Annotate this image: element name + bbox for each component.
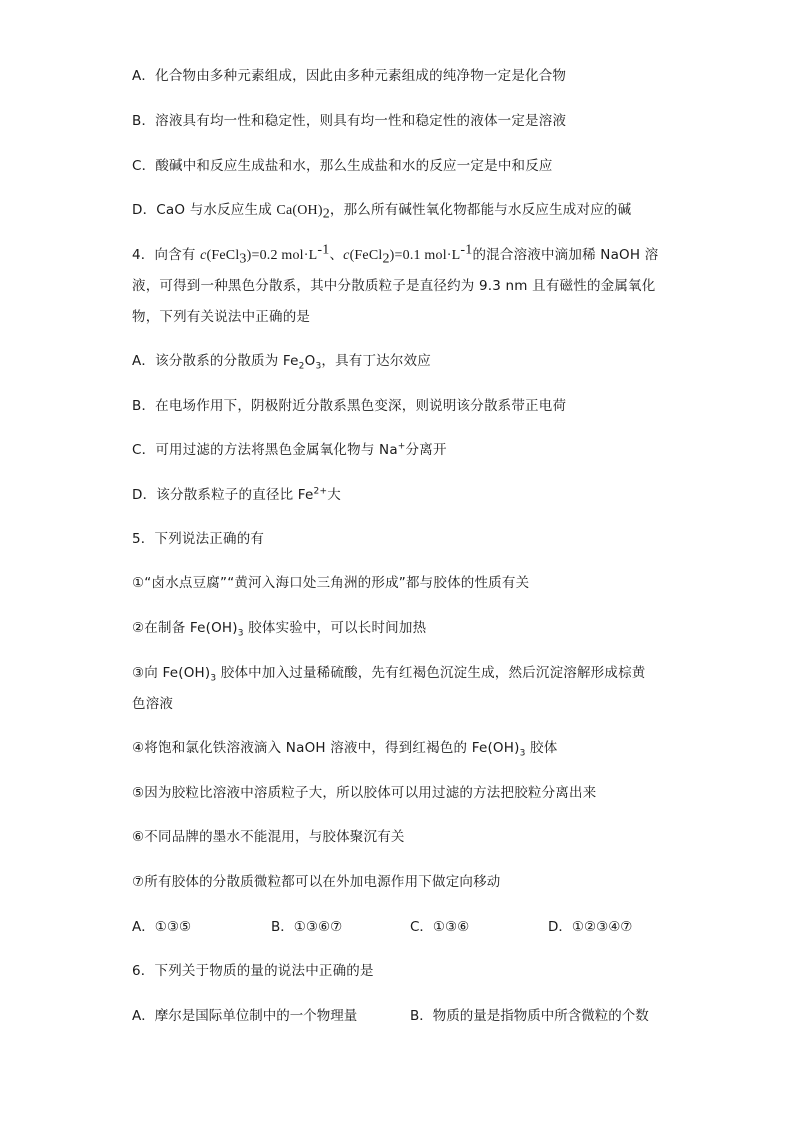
q4-f2: (FeCl — [349, 248, 383, 263]
q5-s3-sub: 3 — [210, 673, 217, 684]
q4-a-post: ，具有丁达尔效应 — [321, 353, 431, 369]
q3-option-b: B．溶液具有均一性和稳定性，则具有均一性和稳定性的液体一定是溶液 — [132, 113, 567, 129]
q4-stem-line2: 液，可得到一种黑色分散系，其中分散质粒子是直径约为 9.3 nm 且有磁性的金属氧化 — [132, 278, 656, 294]
q4-c1: c — [200, 248, 207, 263]
q4-sep: 、 — [329, 247, 344, 263]
q4-text: 4．向含有 — [132, 247, 201, 263]
q4-v1: )=0.2 mol·L — [246, 248, 318, 263]
q4-c-post: 分离开 — [405, 442, 447, 458]
q3-option-c: C．酸碱中和反应生成盐和水，那么生成盐和水的反应一定是中和反应 — [132, 158, 553, 174]
q4-v1-sup: -1 — [317, 242, 330, 258]
q5-s2-post: 胶体实验中，可以长时间加热 — [243, 620, 427, 636]
q5-s2-pre: ②在制备 Fe(OH) — [132, 620, 238, 636]
q5-s4-pre: ④将饱和氯化铁溶液滴入 NaOH 溶液中，得到红褐色的 Fe(OH) — [132, 740, 520, 756]
q5-s3-post: 胶体中加入过量稀硫酸，先有红褐色沉淀生成，然后沉淀溶解形成棕黄 — [216, 665, 646, 681]
q6-option-b: B．物质的量是指物质中所含微粒的个数 — [410, 1008, 649, 1024]
q4-a-pre: A．该分散系的分散质为 Fe — [132, 353, 299, 369]
q3-option-d — [132, 201, 631, 220]
q5-s4-sub: 3 — [519, 748, 526, 759]
q4-a-sub2: 3 — [315, 361, 322, 372]
q5-option-b: B．①③⑥⑦ — [271, 919, 343, 935]
q5-statement-7: ⑦所有胶体的分散质微粒都可以在外加电源作用下做定向移动 — [132, 874, 501, 890]
q4-v2: )=0.1 mol·L — [389, 248, 461, 263]
q5-option-c: C．①③⑥ — [410, 919, 470, 935]
q4-f1: (FeCl — [206, 248, 240, 263]
q4-a-mid: O — [304, 353, 316, 369]
q5-option-a: A．①③⑤ — [132, 919, 192, 935]
q3-option-d-pre: D．CaO 与水反应生成 — [132, 202, 277, 218]
q4-a-sub1: 2 — [298, 361, 305, 372]
q4-d-pre: D．该分散系粒子的直径比 Fe — [132, 487, 314, 503]
q5-s2-sub: 3 — [237, 628, 244, 639]
q4-f1-sub: 3 — [239, 251, 247, 267]
q5-s4-post: 胶体 — [525, 740, 558, 756]
q6-option-a: A．摩尔是国际单位制中的一个物理量 — [132, 1008, 358, 1024]
q4-d-sup: 2+ — [313, 486, 328, 497]
q5-option-d: D．①②③④⑦ — [548, 919, 633, 935]
q5-statement-3-cont: 色溶液 — [132, 696, 174, 712]
q5-s3-pre: ③向 Fe(OH) — [132, 665, 211, 681]
q4-v2-sup: -1 — [460, 242, 473, 258]
q3-option-d-formula: Ca(OH) — [276, 203, 323, 218]
q4-option-a — [132, 352, 431, 370]
q3-option-a: A．化合物由多种元素组成，因此由多种元素组成的纯净物一定是化合物 — [132, 68, 567, 84]
q4-text-end: 的混合溶液中滴加稀 NaOH 溶 — [472, 247, 659, 263]
q4-option-b: B．在电场作用下，阴极附近分散系黑色变深，则说明该分散系带正电荷 — [132, 398, 567, 414]
q4-stem-line3: 物，下列有关说法中正确的是 — [132, 309, 311, 325]
q4-stem-line1 — [132, 242, 659, 267]
q5-statement-4 — [132, 739, 557, 757]
q4-c-sup: + — [397, 441, 406, 452]
q4-option-d — [132, 486, 341, 504]
q4-c-pre: C．可用过滤的方法将黑色金属氧化物与 Na — [132, 442, 398, 458]
q5-statement-6: ⑥不同品牌的墨水不能混用，与胶体聚沉有关 — [132, 829, 405, 845]
q4-f2-sub: 2 — [382, 251, 390, 267]
q4-option-c — [132, 441, 447, 459]
q5-statement-2 — [132, 619, 426, 637]
q4-c2: c — [343, 248, 350, 263]
q5-statement-1: ①“卤水点豆腐”“黄河入海口处三角洲的形成”都与胶体的性质有关 — [132, 575, 530, 591]
q3-option-d-sub: 2 — [322, 206, 330, 222]
q3-option-d-post: ，那么所有碱性氧化物都能与水反应生成对应的碱 — [329, 202, 632, 218]
q5-statement-5: ⑤因为胶粒比溶液中溶质粒子大，所以胶体可以用过滤的方法把胶粒分离出来 — [132, 785, 597, 801]
q4-d-post: 大 — [327, 487, 341, 503]
q5-stem: 5．下列说法正确的有 — [132, 531, 265, 547]
q5-statement-3 — [132, 664, 645, 682]
q6-stem: 6．下列关于物质的量的说法中正确的是 — [132, 963, 374, 979]
